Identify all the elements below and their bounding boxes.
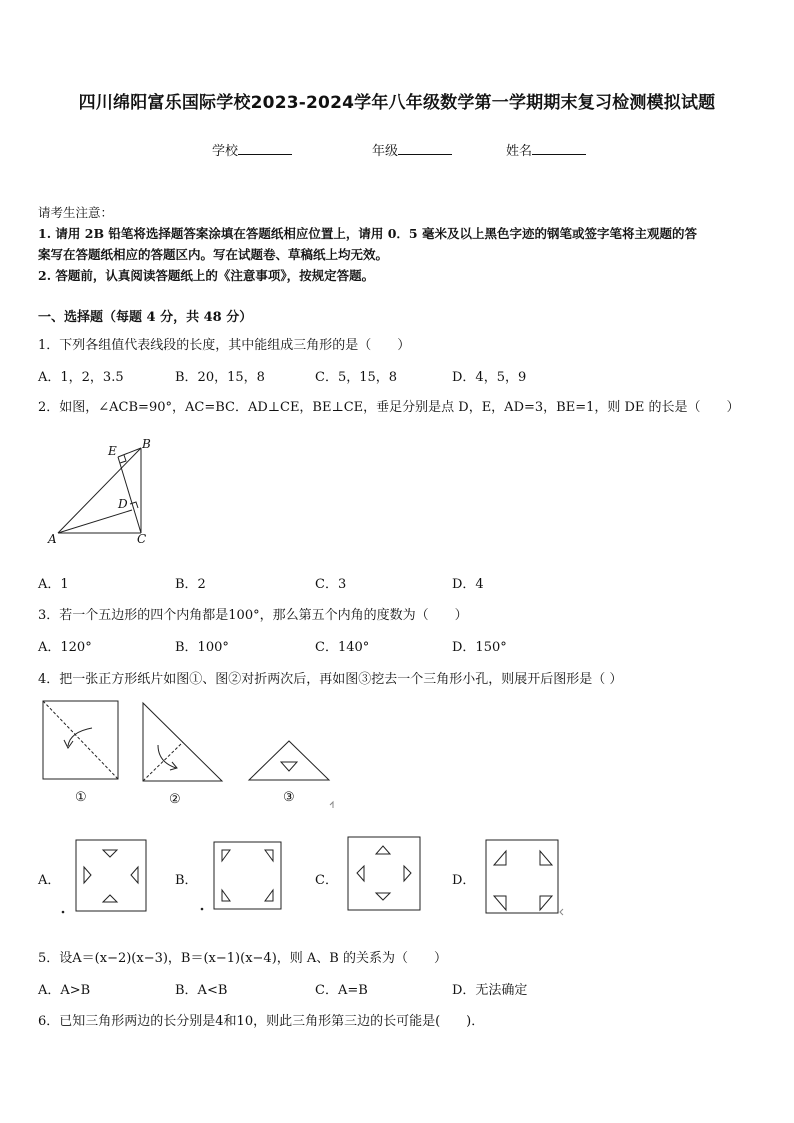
option-b-hole-br [265, 890, 273, 901]
option-c-hole-top [376, 846, 390, 854]
q4-option-a: A． [38, 873, 61, 888]
fig3-label: ③ [283, 790, 295, 805]
grade-label: 年级 [372, 144, 399, 159]
option-d-hole-tl [494, 851, 506, 865]
option-d-hole-tr [540, 851, 552, 865]
q3-option-b: B．100° [175, 640, 229, 655]
fig1-label: ① [75, 790, 87, 805]
q4-option-d: D． [452, 873, 476, 888]
option-d-mark [560, 909, 563, 915]
option-c-hole-right [404, 866, 411, 881]
q6-stem: 6．已知三角形两边的长分别是4和10，则此三角形第三边的长可能是( )． [38, 1014, 485, 1029]
option-b-hole-bl [222, 890, 230, 901]
q1-option-b: B．20，15，8 [175, 370, 265, 385]
option-a-hole-top [103, 850, 117, 857]
q5-option-c: C．A=B [315, 983, 368, 998]
q5-stem: 5．设A＝(x−2)(x−3)，B＝(x−1)(x−4)，则 A、B 的关系为（ ） [38, 951, 447, 966]
q5-option-b: B．A<B [175, 983, 228, 998]
option-a-dot [62, 911, 64, 913]
school-label: 学校 [212, 144, 239, 159]
q3-option-a: A．120° [38, 640, 92, 655]
point-c-label: C [137, 532, 147, 546]
q2-option-c: C．3 [315, 577, 347, 592]
q4-option-c: C． [315, 873, 338, 888]
q2-option-a: A．1 [38, 577, 69, 592]
notice-item1-line2: 案写在答题纸相应的答题区内。写在试题卷、草稿纸上均无效。 [38, 247, 389, 262]
point-e-label: E [108, 444, 117, 458]
option-d-hole-bl [494, 896, 506, 910]
q1-option-a: A．1，2，3.5 [38, 370, 124, 385]
option-a-square [76, 840, 146, 911]
option-c-hole-left [357, 866, 364, 881]
q3-stem: 3．若一个五边形的四个内角都是100°，那么第五个内角的度数为（ ） [38, 608, 468, 623]
notice-item1-line1: 1. 请用 2B 铅笔将选择题答案涂填在答题纸相应位置上，请用 0．5 毫米及以上黑色字迹的钢笔或签字笔将主观题的答 [38, 226, 697, 241]
q2-stem: 2．如图，∠ACB=90°，AC=BC．AD⊥CE，BE⊥CE，垂足分别是点 D，E，AD=3，BE=1，则 DE 的长是（ ） [38, 400, 740, 415]
fig2-label: ② [169, 792, 181, 807]
option-c-hole-bottom [376, 893, 390, 900]
page-title: 四川绵阳富乐国际学校2023-2024学年八年级数学第一学期期末复习检测模拟试题 [78, 93, 716, 113]
q5-option-a: A．A>B [38, 983, 91, 998]
option-b-hole-tr [265, 850, 273, 861]
name-label: 姓名 [506, 144, 533, 159]
section-heading: 一、选择题（每题 4 分，共 48 分） [38, 310, 253, 325]
option-a-hole-bottom [103, 895, 117, 902]
q4-option-b: B． [175, 873, 198, 888]
q5-option-d: D．无法确定 [452, 983, 528, 998]
point-d-label: D [118, 497, 128, 511]
q2-option-b: B．2 [175, 577, 206, 592]
option-a-hole-left [84, 867, 91, 883]
point-a-label: A [48, 532, 57, 546]
option-b-square [214, 842, 281, 909]
point-b-label: B [142, 437, 151, 451]
option-b-dot [201, 908, 203, 910]
option-b-hole-tl [222, 850, 230, 861]
option-d-hole-br [540, 896, 552, 910]
q1-stem: 1．下列各组值代表线段的长度，其中能组成三角形的是（ ） [38, 338, 411, 353]
q1-option-d: D．4，5，9 [452, 370, 527, 385]
notice-heading: 请考生注意： [38, 205, 114, 220]
q4-stem: 4．把一张正方形纸片如图①、图②对折两次后，再如图③挖去一个三角形小孔，则展开后图形是（ ） [38, 672, 623, 687]
q2-option-d: D．4 [452, 577, 484, 592]
q1-option-c: C．5，15，8 [315, 370, 398, 385]
q3-option-d: D．150° [452, 640, 507, 655]
option-a-hole-right [131, 867, 138, 883]
notice-item2: 2. 答题前，认真阅读答题纸上的《注意事项》，按规定答题。 [38, 268, 375, 283]
q3-option-c: C．140° [315, 640, 370, 655]
